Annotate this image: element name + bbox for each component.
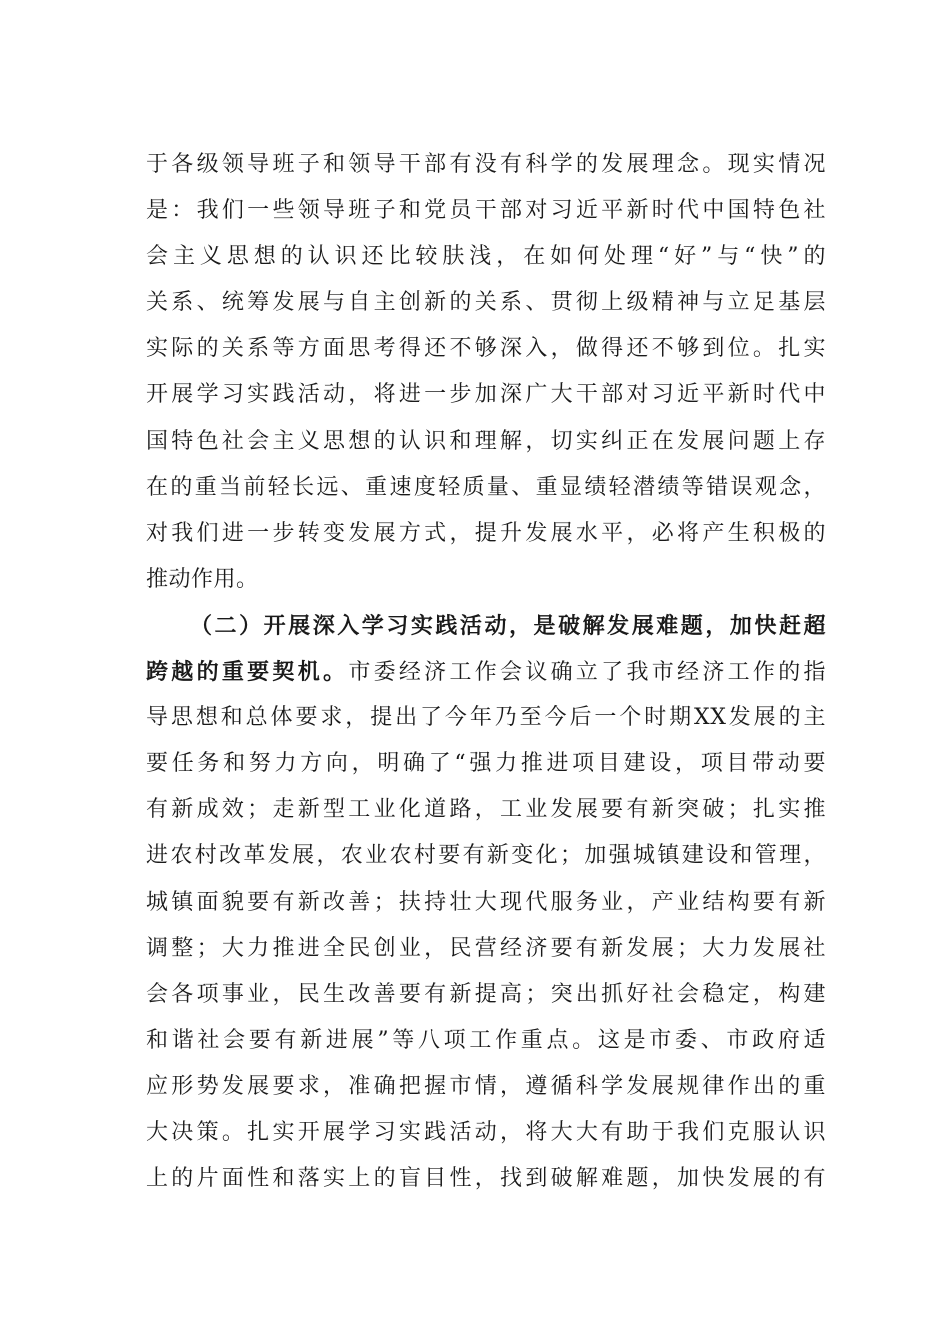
text-line: 有新成效；走新型工业化道路，工业发展要有新突破；扎实推 — [146, 797, 826, 823]
text-line: 开展学习实践活动，将进一步加深广大干部对习近平新时代中 — [146, 382, 826, 408]
text-line: 对我们进一步转变发展方式，提升发展水平，必将产生积极的 — [146, 520, 826, 546]
text-line: 实际的关系等方面思考得还不够深入，做得还不够到位。扎实 — [146, 336, 826, 362]
text-line: 和谐社会要有新进展”等八项工作重点。这是市委、市政府适 — [146, 1027, 826, 1053]
text-line: 上的片面性和落实上的盲目性，找到破解难题，加快发展的有 — [146, 1166, 826, 1192]
text-line: 推动作用。 — [146, 566, 259, 592]
text-line-rest: 市委经济工作会议确立了我市经济工作的指 — [348, 660, 826, 686]
text-line: 在的重当前轻长远、重速度轻质量、重显绩轻潜绩等错误观念， — [146, 474, 826, 500]
text-line: 进农村改革发展，农业农村要有新变化；加强城镇建设和管理， — [146, 843, 826, 869]
section-heading: （二）开展深入学习实践活动，是破解发展难题，加快赶超 — [190, 612, 826, 639]
text-line: 会主义思想的认识还比较肤浅，在如何处理“好”与“快”的 — [146, 244, 826, 270]
text-line: 关系、统筹发展与自主创新的关系、贯彻上级精神与立足基层 — [146, 290, 826, 316]
text-line: 是：我们一些领导班子和党员干部对习近平新时代中国特色社 — [146, 198, 826, 224]
text-line: 调整；大力推进全民创业，民营经济要有新发展；大力发展社 — [146, 935, 826, 961]
text-line: 应形势发展要求，准确把握市情，遵循科学发展规律作出的重 — [146, 1073, 826, 1099]
text-line: 于各级领导班子和领导干部有没有科学的发展理念。现实情况 — [146, 152, 826, 177]
text-line: 城镇面貌要有新改善；扶持壮大现代服务业，产业结构要有新 — [146, 889, 826, 915]
text-line — [146, 649, 826, 695]
text-line: 国特色社会主义思想的认识和理解，切实纠正在发展问题上存 — [146, 428, 826, 454]
paragraph-2 — [146, 603, 826, 1202]
section-heading-continued: 跨越的重要契机。 — [146, 659, 349, 686]
text-line: 要任务和努力方向，明确了“强力推进项目建设，项目带动要 — [146, 751, 826, 777]
text-line: 会各项事业，民生改善要有新提高；突出抓好社会稳定，构建 — [146, 981, 826, 1007]
paragraph-1 — [146, 142, 826, 603]
body-text — [146, 142, 826, 1202]
text-line: 大决策。扎实开展学习实践活动，将大大有助于我们克服认识 — [146, 1119, 826, 1145]
text-line: 导思想和总体要求，提出了今年乃至今后一个时期XX发展的主 — [146, 705, 826, 731]
